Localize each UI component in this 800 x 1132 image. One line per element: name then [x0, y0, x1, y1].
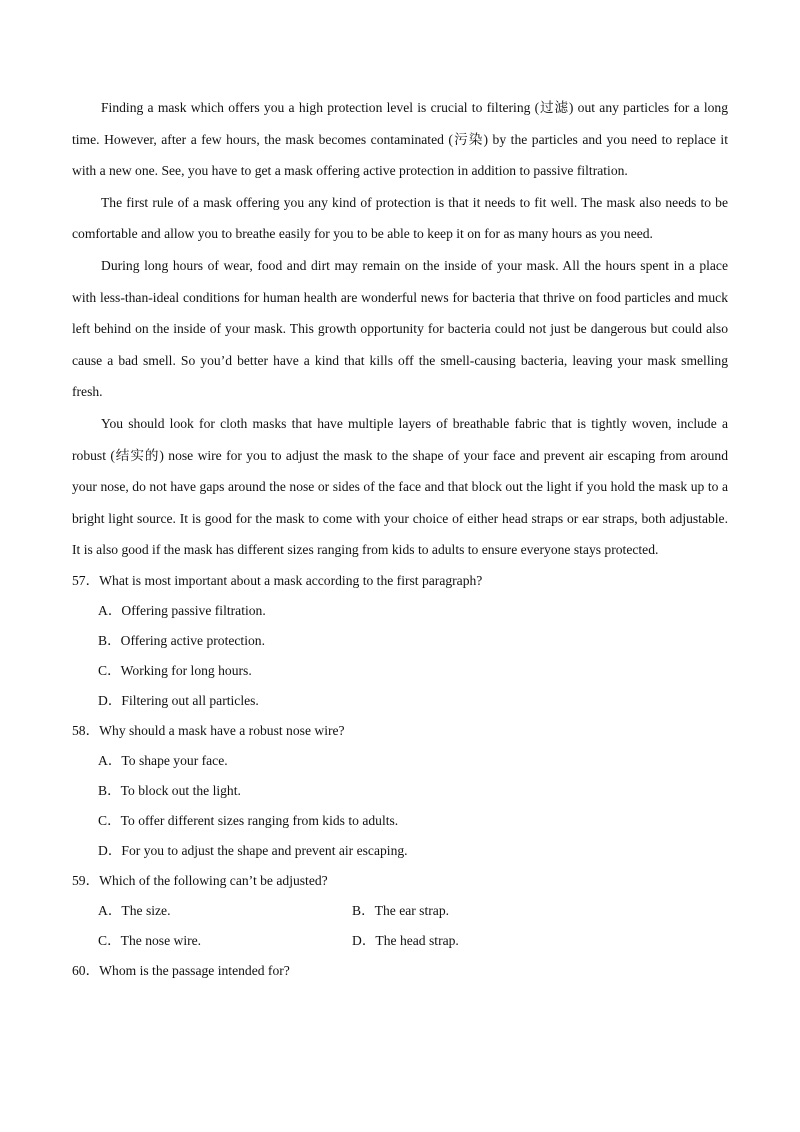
question-59-stem: 59．Which of the following can’t be adjusted?	[72, 872, 328, 888]
question-60	[72, 956, 728, 986]
question-59-option-c: C．The nose wire.	[98, 932, 202, 948]
question-58	[72, 716, 728, 866]
question-59-options-row-2	[72, 926, 728, 956]
question-57-option-b: B．Offering active protection.	[98, 632, 265, 648]
question-58-option-a: A．To shape your face.	[98, 752, 228, 768]
question-60-stem: 60．Whom is the passage intended for?	[72, 962, 290, 978]
question-59-option-b: B．The ear strap.	[352, 902, 450, 918]
question-59-option-a: A．The size.	[98, 902, 171, 918]
question-57-stem: 57．What is most important about a mask according to the first paragraph?	[72, 572, 483, 588]
question-57	[72, 566, 728, 716]
document-page	[72, 92, 728, 986]
question-58-option-c: C．To offer different sizes ranging from kids to adults.	[98, 812, 399, 828]
question-59	[72, 866, 728, 956]
question-57-option-c: C．Working for long hours.	[98, 662, 252, 678]
question-57-option-d: D．Filtering out all particles.	[98, 692, 259, 708]
question-58-option-d: D．For you to adjust the shape and prevent air escaping.	[98, 842, 408, 858]
question-59-option-d: D．The head strap.	[352, 932, 459, 948]
passage-paragraph-4: You should look for cloth masks that have multiple layers of breathable fabric that is tightly woven, include a robust (结实的) nose wire for you to adjust the mask to the shape of your face and prevent air escaping from around your nose, do not have gaps around the nose or sides of the face and that block out the light if you hold the mask up to a bright light source. It is good for the mask to come with your choice of either head straps or ear straps, both adjustable. It is also good if the mask has different sizes ranging from kids to adults to ensure everyone stays protected.	[72, 415, 728, 558]
passage-paragraph-3: During long hours of wear, food and dirt may remain on the inside of your mask. All the hours spent in a place with less-than-ideal conditions for human health are wonderful news for bacteria that thrive on food particles and muck left behind on the inside of your mask. This growth opportunity for bacteria could not just be dangerous but could also cause a bad smell. So you’d better have a kind that kills off the smell-causing bacteria, leaving your mask smelling fresh.	[72, 257, 728, 400]
passage-paragraph-2: The first rule of a mask offering you any kind of protection is that it needs to fit well. The mask also needs to be comfortable and allow you to breathe easily for you to be able to keep it on for as many hours as you need.	[72, 194, 728, 242]
question-58-option-b: B．To block out the light.	[98, 782, 241, 798]
passage-paragraph-1: Finding a mask which offers you a high protection level is crucial to filtering (过滤) out any particles for a long time. However, after a few hours, the mask becomes contaminated (污染) by the particles and you need to replace it with a new one. See, you have to get a mask offering active protection in addition to passive filtration.	[72, 100, 728, 179]
question-58-stem: 58．Why should a mask have a robust nose wire?	[72, 722, 345, 738]
question-57-option-a: A．Offering passive filtration.	[98, 602, 266, 618]
question-59-options-row-1	[72, 896, 728, 926]
